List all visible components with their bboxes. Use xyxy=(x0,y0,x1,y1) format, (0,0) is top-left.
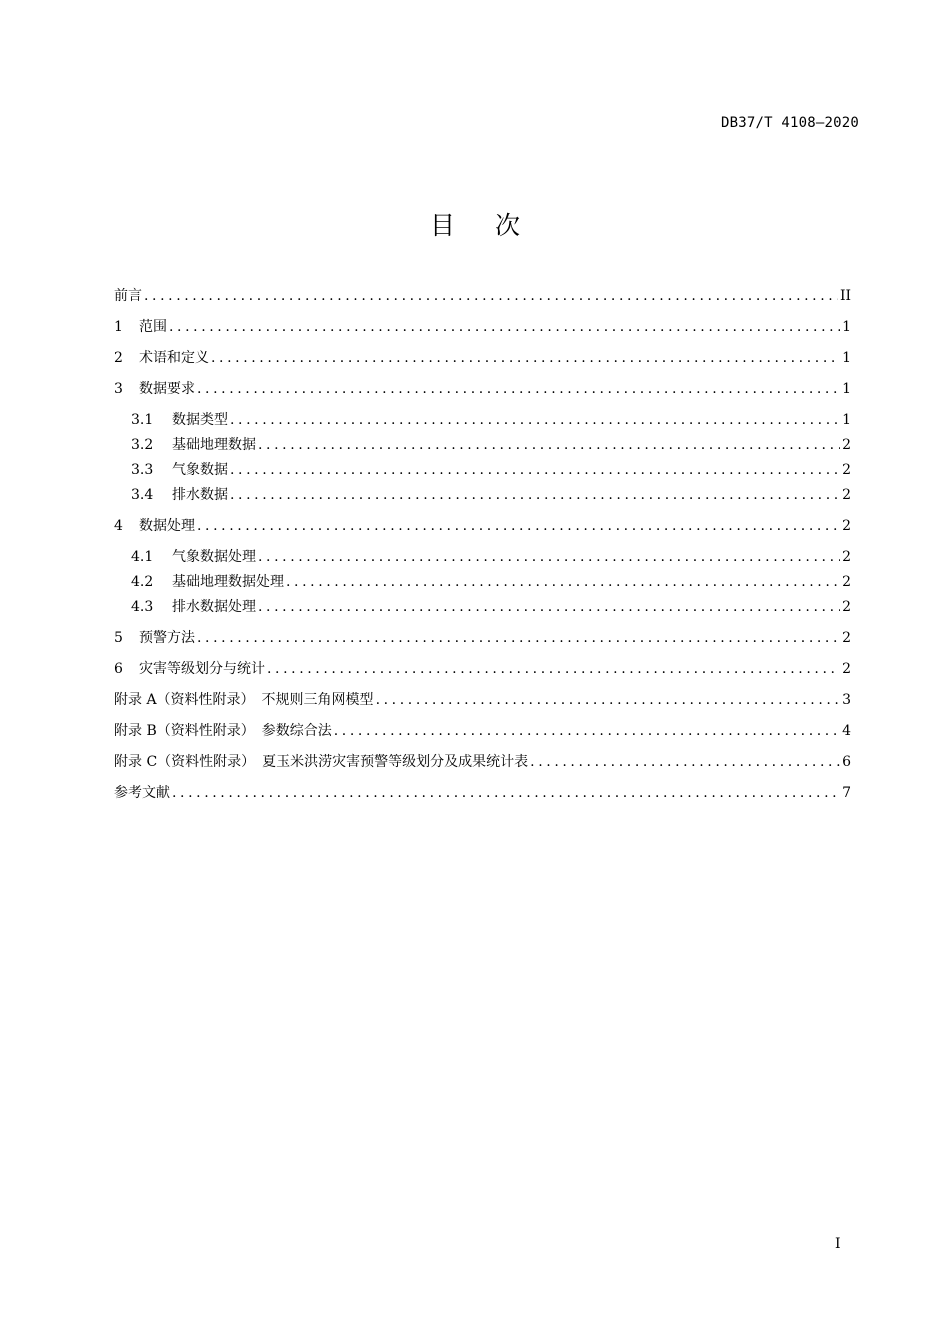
toc-dot-leader xyxy=(169,317,840,337)
document-code: DB37/T 4108—2020 xyxy=(720,115,859,131)
toc-entry-page: 2 xyxy=(842,518,851,534)
page-number: I xyxy=(835,1236,841,1252)
toc-entry-label: 气象数据处理 xyxy=(172,549,256,565)
toc-entry-page: 1 xyxy=(842,381,851,397)
toc-entry-label: 排水数据处理 xyxy=(172,599,256,615)
toc-entry[interactable] xyxy=(114,317,851,337)
toc-entry-number: 4.3 xyxy=(131,599,154,615)
toc-entry[interactable] xyxy=(114,572,851,592)
toc-entry-page: 1 xyxy=(842,350,851,366)
toc-entry-page: 4 xyxy=(842,723,851,739)
toc-entry-label: 数据类型 xyxy=(172,412,228,428)
toc-dot-leader xyxy=(286,572,840,592)
toc-entry-label: 基础地理数据 xyxy=(172,437,256,453)
toc-dot-leader xyxy=(258,597,840,617)
toc-entry-label: 术语和定义 xyxy=(139,350,209,366)
toc-dot-leader xyxy=(144,286,838,306)
toc-entry-label: 附录 C（资料性附录） 夏玉米洪涝灾害预警等级划分及成果统计表 xyxy=(114,754,529,770)
toc-entry[interactable] xyxy=(114,410,851,430)
toc-entry-label: 基础地理数据处理 xyxy=(172,574,284,590)
toc-dot-leader xyxy=(230,485,840,505)
toc-dot-leader xyxy=(197,379,840,399)
toc-dot-leader xyxy=(230,460,840,480)
toc-entry-page: 1 xyxy=(842,412,851,428)
toc-entry-page: 2 xyxy=(842,487,851,503)
toc-entry-page: 2 xyxy=(842,462,851,478)
toc-dot-leader xyxy=(376,690,841,710)
toc-entry[interactable] xyxy=(114,628,851,648)
toc-entry[interactable] xyxy=(114,516,851,536)
toc-entry[interactable] xyxy=(114,460,851,480)
toc-entry[interactable] xyxy=(114,348,851,368)
toc-entry-number: 4.2 xyxy=(131,574,154,590)
toc-entry-number: 3.4 xyxy=(131,487,154,503)
toc-entry-label: 灾害等级划分与统计 xyxy=(139,661,265,677)
toc-entry[interactable] xyxy=(114,659,851,679)
toc-dot-leader xyxy=(530,752,840,772)
toc-entry-number: 1 xyxy=(114,319,123,335)
toc-title xyxy=(0,206,950,242)
toc-entry-number: 3.2 xyxy=(131,437,154,453)
toc-entry[interactable] xyxy=(114,379,851,399)
toc-title-char-1: 目 xyxy=(429,211,455,240)
toc-entry-page: 2 xyxy=(842,661,851,677)
toc-entry-number: 6 xyxy=(114,661,123,677)
toc-entry-page: 2 xyxy=(842,630,851,646)
toc-entry-label: 气象数据 xyxy=(172,462,228,478)
toc-entry-label: 参考文献 xyxy=(114,785,170,801)
toc-entry-label: 排水数据 xyxy=(172,487,228,503)
toc-entry[interactable] xyxy=(114,435,851,455)
toc-entry-label: 附录 A（资料性附录） 不规则三角网模型 xyxy=(114,692,374,708)
toc-entry-label: 附录 B（资料性附录） 参数综合法 xyxy=(114,723,332,739)
toc-entry-label: 数据处理 xyxy=(139,518,195,534)
toc-entry-page: 2 xyxy=(842,549,851,565)
toc-entry-number: 5 xyxy=(114,630,123,646)
toc-entry[interactable] xyxy=(114,547,851,567)
toc-title-char-2: 次 xyxy=(495,211,521,240)
toc-entry-label: 预警方法 xyxy=(139,630,195,646)
toc-entry-page: 7 xyxy=(842,785,851,801)
toc-dot-leader xyxy=(334,721,840,741)
toc-entry-number: 3.1 xyxy=(131,412,154,428)
toc-dot-leader xyxy=(267,659,840,679)
toc-entry[interactable] xyxy=(114,690,851,710)
toc-dot-leader xyxy=(197,628,840,648)
toc-dot-leader xyxy=(230,410,840,430)
toc-entry-number: 3 xyxy=(114,381,123,397)
toc-dot-leader xyxy=(197,516,840,536)
toc-entry[interactable] xyxy=(114,752,851,772)
toc-entry-number: 3.3 xyxy=(131,462,154,478)
toc-entry-page: 2 xyxy=(842,574,851,590)
toc-entry[interactable] xyxy=(114,286,851,306)
toc-entry[interactable] xyxy=(114,597,851,617)
toc-entry-page: 6 xyxy=(842,754,851,770)
toc-dot-leader xyxy=(211,348,840,368)
toc-entry-label: 数据要求 xyxy=(139,381,195,397)
toc-entry-page: II xyxy=(839,288,851,304)
toc-dot-leader xyxy=(258,547,840,567)
toc-dot-leader xyxy=(258,435,840,455)
toc-entry-label: 前言 xyxy=(114,288,142,304)
toc-entry[interactable] xyxy=(114,485,851,505)
toc-entry-number: 2 xyxy=(114,350,123,366)
toc-dot-leader xyxy=(172,783,840,803)
toc-entry-number: 4.1 xyxy=(131,549,154,565)
toc-entry-number: 4 xyxy=(114,518,123,534)
toc-entry-label: 范围 xyxy=(139,319,167,335)
toc-entry-page: 2 xyxy=(842,599,851,615)
toc-entry[interactable] xyxy=(114,721,851,741)
toc-entry-page: 3 xyxy=(842,692,851,708)
toc-entry-page: 2 xyxy=(842,437,851,453)
toc-entry-page: 1 xyxy=(842,319,851,335)
toc-entry[interactable] xyxy=(114,783,851,803)
